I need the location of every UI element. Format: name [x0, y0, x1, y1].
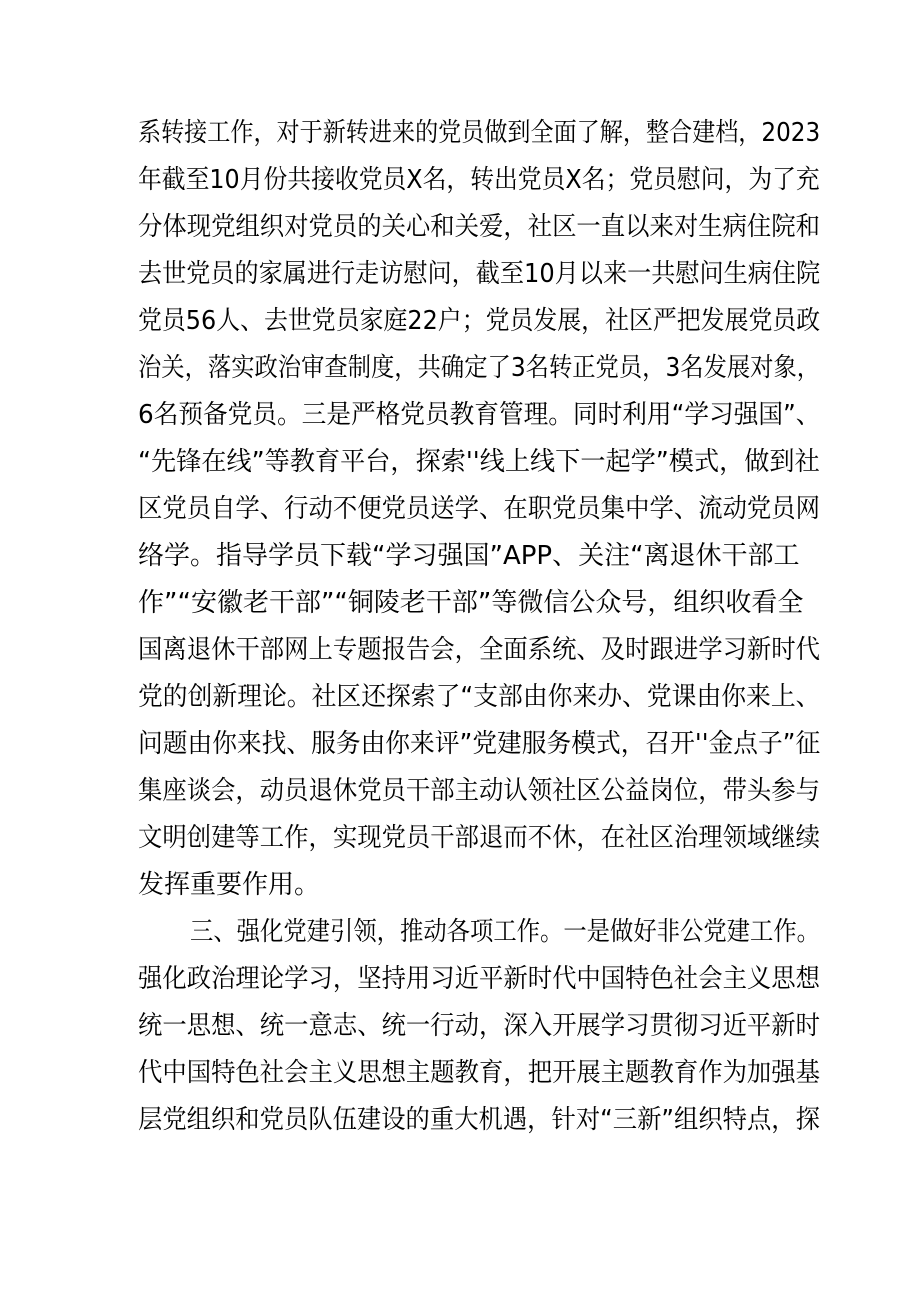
text-line: 发挥重要作用。 [138, 870, 321, 900]
text-line: 强化政治理论学习，坚持用习近平新时代中国特色社会主义思想 [138, 964, 821, 994]
text-line: 国离退休干部网上专题报告会，全面系统、及时跟进学习新时代 [138, 635, 821, 665]
text-line: 治关，落实政治审查制度，共确定了3名转正党员，3名发展对象， [138, 353, 821, 383]
text-line: 党的创新理论。社区还探索了“支部由你来办、党课由你来上、 [138, 682, 821, 712]
text-line: 络学。指导学员下载“学习强国”APP、关注“离退休干部工 [138, 541, 800, 571]
text-line: 党员56人、去世党员家庭22户；党员发展，社区严把发展党员政 [138, 306, 821, 336]
text-line: 文明创建等工作，实现党员干部退而不休，在社区治理领域继续 [138, 823, 821, 853]
text-line: 层党组织和党员队伍建设的重大机遇，针对“三新”组织特点，探 [138, 1105, 820, 1135]
text-line: 系转接工作，对于新转进来的党员做到全面了解，整合建档，2023 [138, 118, 821, 148]
text-line: 作”“安徽老干部”“铜陵老干部”等微信公众号，组织收看全 [138, 588, 804, 618]
text-line: 年截至10月份共接收党员X名，转出党员X名；党员慰问，为了充 [138, 165, 820, 195]
text-line: “先锋在线”等教育平台，探索''线上线下一起学”模式，做到社 [138, 447, 820, 477]
text-line: 6名预备党员。三是严格党员教育管理。同时利用“学习强国”、 [138, 400, 821, 430]
text-line: 问题由你来找、服务由你来评”党建服务模式，召开''金点子”征 [138, 729, 821, 759]
text-line: 分体现党组织对党员的关心和关爱，社区一直以来对生病住院和 [138, 212, 821, 242]
text-line: 统一思想、统一意志、统一行动，深入开展学习贯彻习近平新时 [138, 1011, 821, 1041]
text-line: 区党员自学、行动不便党员送学、在职党员集中学、流动党员网 [138, 494, 821, 524]
text-line: 去世党员的家属进行走访慰问，截至10月以来一共慰问生病住院 [138, 259, 821, 289]
section-heading-line: 三、强化党建引领，推动各项工作。一是做好非公党建工作。 [190, 917, 821, 947]
text-line: 集座谈会，动员退休党员干部主动认领社区公益岗位，带头参与 [138, 776, 821, 806]
text-line: 代中国特色社会主义思想主题教育，把开展主题教育作为加强基 [138, 1058, 821, 1088]
